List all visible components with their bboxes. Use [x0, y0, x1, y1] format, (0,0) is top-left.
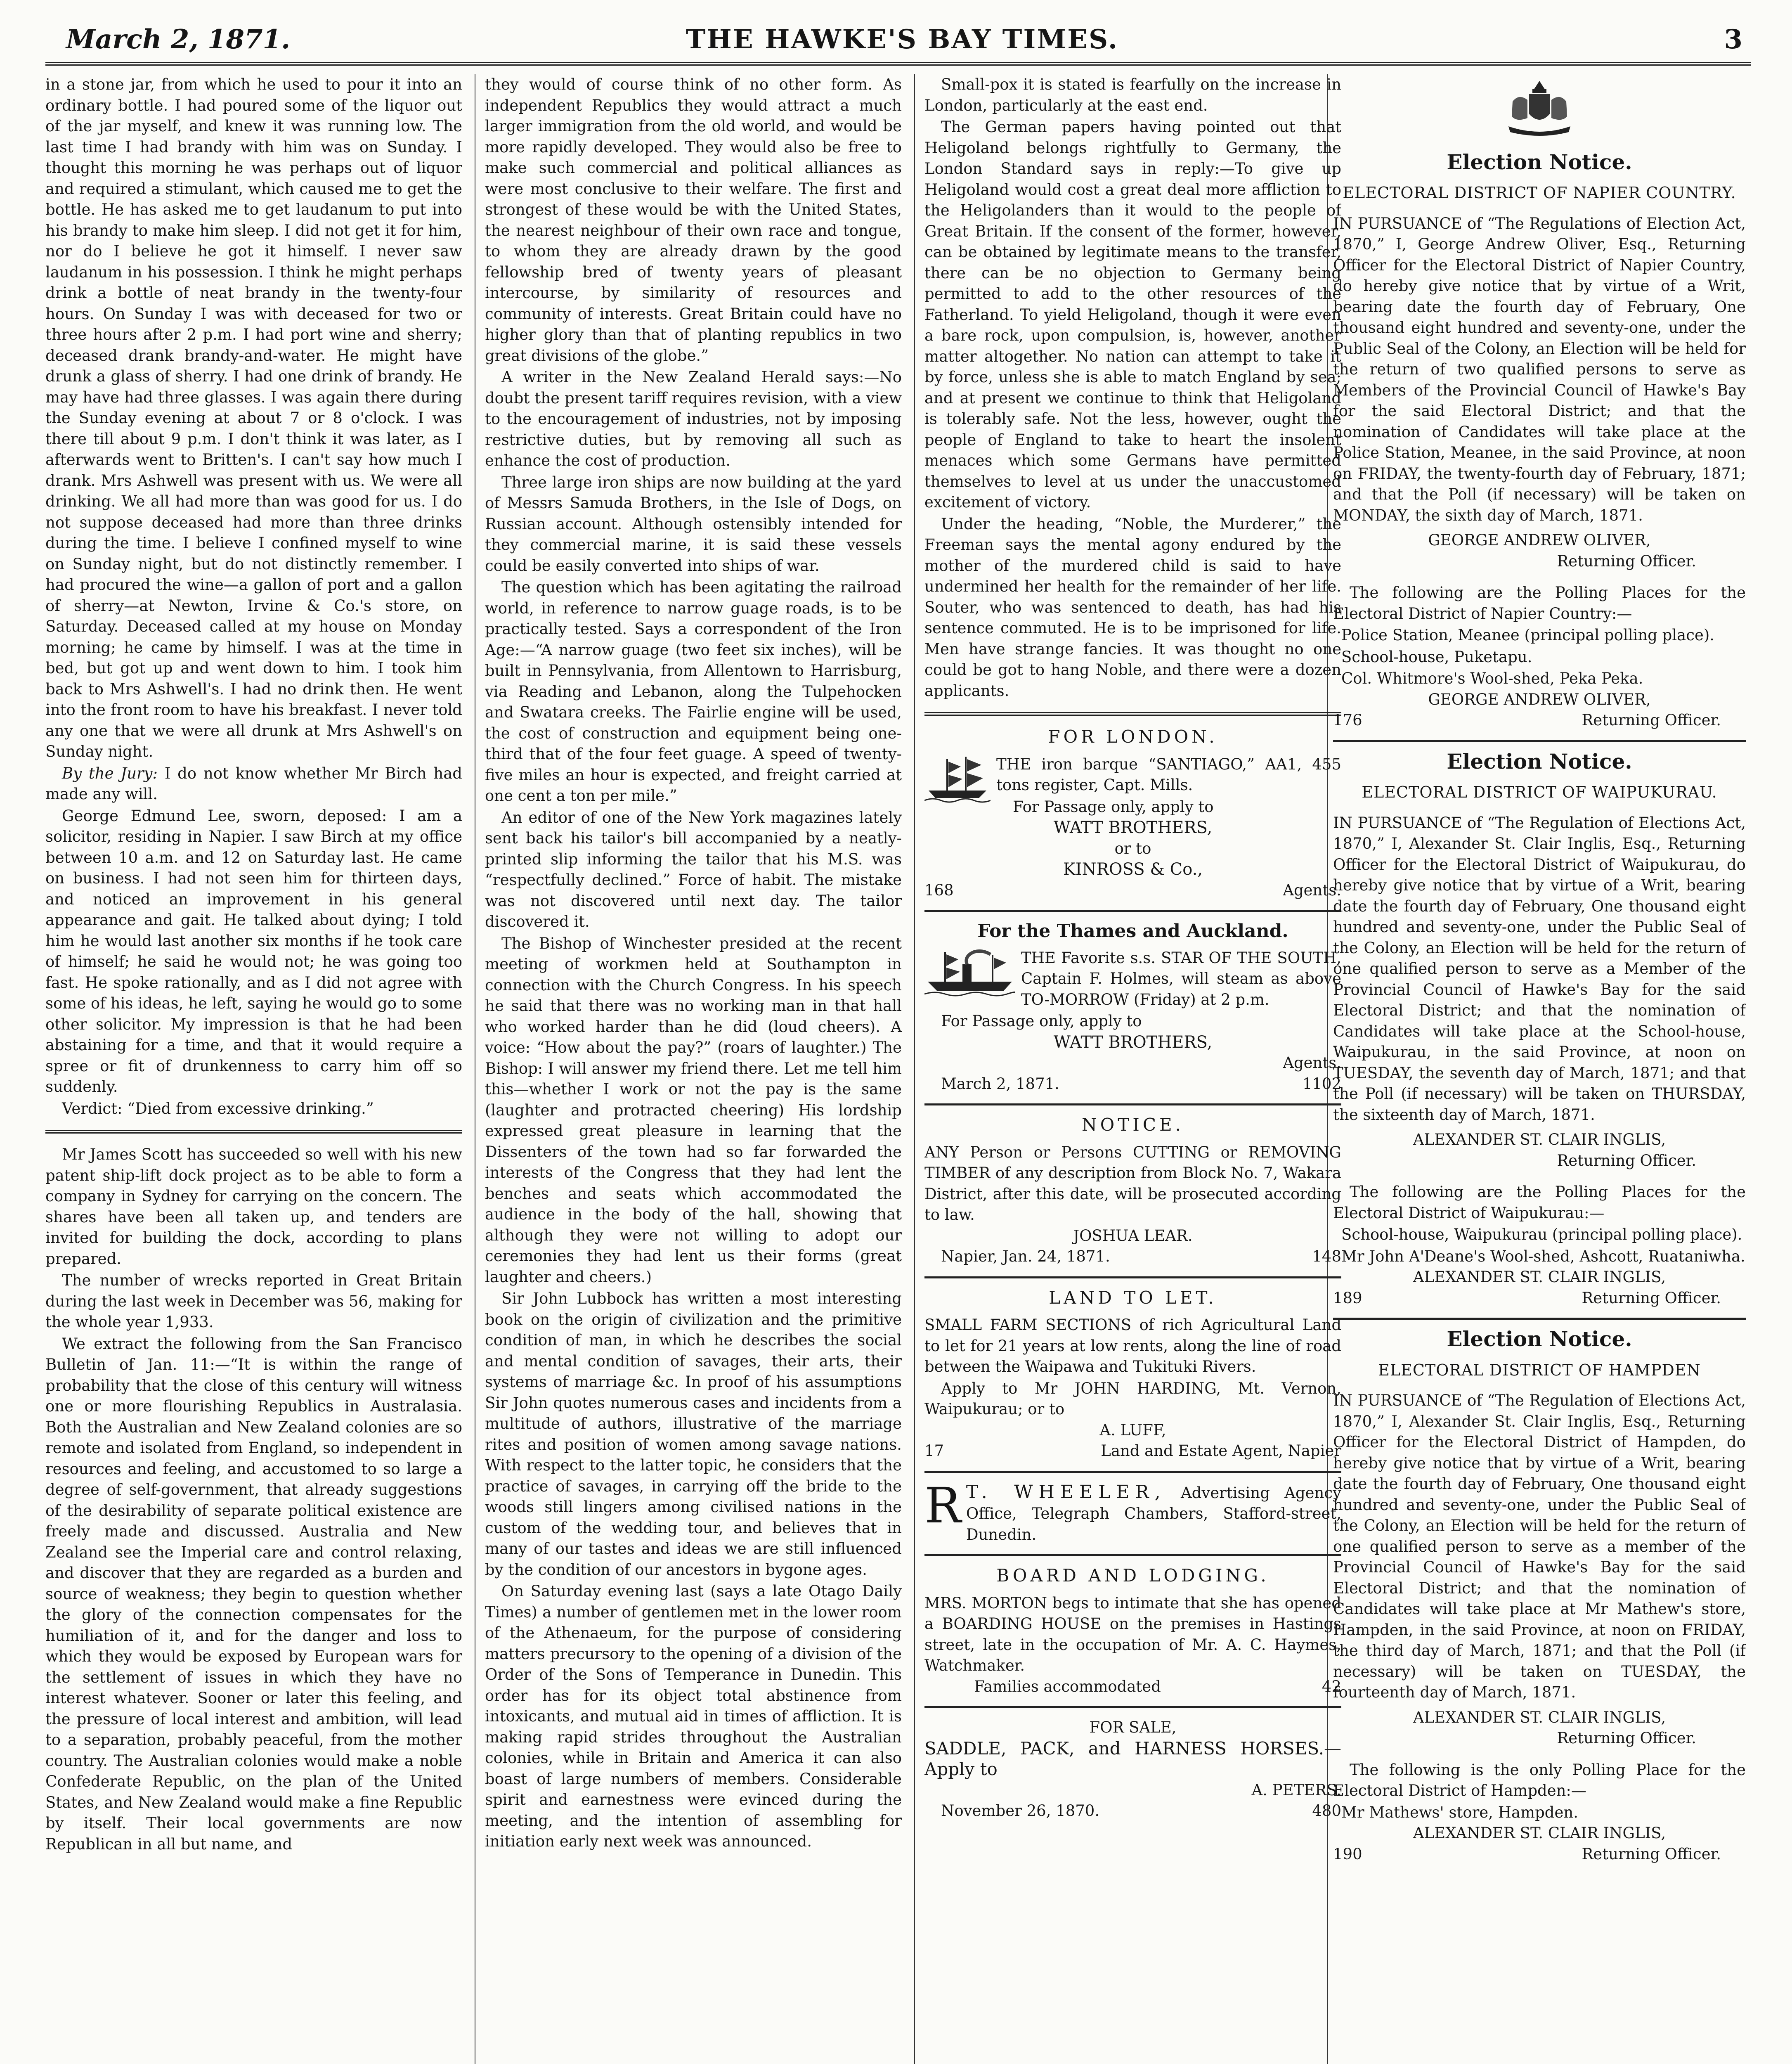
ad-number: 42: [1322, 1677, 1341, 1695]
page-number: 3: [1724, 24, 1742, 55]
verdict: Verdict: “Died from excessive drinking.”: [62, 1099, 374, 1117]
ad-rule: [924, 1471, 1341, 1473]
notice-signer: GEORGE ANDREW OLIVER,: [1428, 690, 1651, 708]
issue-date: March 2, 1871.: [66, 24, 291, 55]
ad-board-lodging: [924, 1565, 1341, 1697]
polling-place: Police Station, Meanee (principal polling place).: [1341, 626, 1715, 644]
notice-number: 176: [1333, 711, 1362, 729]
article-paragraph: A writer in the New Zealand Herald says:—No doubt the present tariff requires revision, with a view to the encouragement of industries, not by imposing restrictive duties, but by removing all such as enhance the cost of production.: [485, 368, 902, 469]
article-paragraph: Under the heading, “Noble, the Murderer,” the Freeman says the mental agony endured by the mother of the murdered child is said to have undermined her health for the remainder of her life. Souter, who was sentenced to death, has had his sentence commuted. He is to be imprisoned for life. Men have strange fancies. It was thought no one could be got to hang Noble, and there were a dozen applicants.: [924, 515, 1341, 700]
royal-coat-of-arms-icon: [1333, 77, 1746, 144]
ad-notice: [924, 1115, 1341, 1267]
steamship-icon: [924, 948, 1015, 1003]
column-1: [45, 74, 462, 2064]
section-rule: [924, 712, 1341, 716]
ad-name: T. WHEELER,: [966, 1481, 1166, 1503]
polling-place: School-house, Puketapu.: [1341, 648, 1532, 666]
election-notice-hampden: [1333, 1329, 1746, 1865]
ad-rule: [924, 1103, 1341, 1105]
article-paragraph: The Bishop of Winchester presided at the recent meeting of workmen held at Southampton in connection with the Church Congress. In his speech he said that there was no working man in that hall who worked harder than he did (loud cheers). A voice: “How about the pay?” (roars of laughter.) The Bishop: I will answer my friend there. Let me tell him this—whether I work or not the pay is the same (laughter and protracted cheering) His lordship expressed great pleasure in learning that the Dissenters of the town had so far forwarded the interests of the Congress that they had lent the benches and seats which accommodated the audience in the body of the hall, showing that although they were not willing to adopt our ceremonies they had lent us their forms (great laughter and cheers.): [485, 934, 902, 1286]
ad-body: ANY Person or Persons CUTTING or REMOVING TIMBER of any description from Block No. 7, Wakara District, after this date, will be prosecuted according to law.: [924, 1143, 1341, 1224]
ad-date: Napier, Jan. 24, 1871.: [941, 1247, 1110, 1265]
ad-body: Advertising Agency Office, Telegraph Chambers, Stafford-street, Dunedin.: [966, 1484, 1341, 1543]
notice-role: Returning Officer.: [1557, 1729, 1696, 1747]
ad-body: MRS. MORTON begs to intimate that she has opened a BOARDING HOUSE on the premises in Hastings street, late in the occupation of Mr. A. C. Haymes, Watchmaker.: [924, 1594, 1341, 1674]
ad-title: For the Thames and Auckland.: [977, 921, 1288, 942]
ad-rule: [924, 1276, 1341, 1278]
drop-letter: R: [924, 1477, 961, 1534]
ad-number: 148: [1312, 1247, 1341, 1265]
masthead-rule: [45, 62, 1751, 66]
ad-body: THE Favorite s.s. STAR OF THE SOUTH, Captain F. Holmes, will steam as above TO-MORROW (Friday) at 2 p.m.: [1021, 949, 1341, 1008]
ad-apply: Apply to Mr JOHN HARDING, Mt. Vernon, Waipukurau; or to: [924, 1379, 1341, 1418]
notice-signer: ALEXANDER ST. CLAIR INGLIS,: [1413, 1131, 1666, 1148]
notice-signer: ALEXANDER ST. CLAIR INGLIS,: [1413, 1708, 1666, 1726]
article-paragraph: they would of course think of no other form. As independent Republics they would attract a much larger immigration from the old world, and would be more rapidly developed. They would also be free to make such commercial and political alliances as were most conclusive to their welfare. The first and strongest of these would be with the United States, the nearest neighbour of their own race and tongue, to whom they are already drawn by the good fellowship bred of twenty years of pleasant intercourse, by similarity of resources and community of interests. Great Britain could have no higher glory than that of planting republics in two great divisions of the globe.”: [485, 76, 902, 365]
notice-title: Election Notice.: [1447, 1327, 1632, 1351]
ad-for-london: [924, 727, 1341, 901]
notice-rule: [1333, 1318, 1746, 1320]
notice-number: 189: [1333, 1289, 1362, 1307]
notice-role: Returning Officer.: [1557, 552, 1696, 570]
ad-rule: [924, 910, 1341, 912]
notice-role: Returning Officer.: [1582, 711, 1721, 729]
ad-firm: KINROSS & Co.,: [1063, 860, 1203, 879]
ad-signer: A. PETERS.: [1251, 1781, 1341, 1799]
ad-date: November 26, 1870.: [941, 1802, 1100, 1820]
article-paragraph: The number of wrecks reported in Great Britain during the last week in December was 56, making for the whole year 1,933.: [45, 1271, 462, 1331]
ad-firm: WATT BROTHERS,: [1053, 818, 1213, 837]
article-paragraph: in a stone jar, from which he used to pour it into an ordinary bottle. I had poured some of the liquor out of the jar myself, and knew it was running low. The last time I had brandy with him was on Sunday. I thought this morning he was perhaps out of liquor and required a stimulant, which caused me to get the bottle. He has asked me to get laudanum to put into his brandy to make him sleep. I did not get it for him, nor do I believe he got it himself. I never saw laudanum in his possession. I think he might perhaps drink a bottle of neat brandy in the twenty-four hours. On Sunday I was with deceased for two or three hours after 2 p.m. I had port wine and sherry; deceased drank brandy-and-water. He might have drunk a glass of sherry. I had one drink of brandy. He may have had three glasses. I was again there during the Sunday evening at about 7 or 8 o'clock. I was there till about 9 p.m. I don't think it was later, as I afterwards went to Britten's. I can't say how much I drank. Mrs Ashwell was present with us. We were all drinking. We all had more than was good for us. I do not suppose deceased had more than three drinks during the time. I believe I confined myself to wine on Sunday night, but do not distinctly remember. I had procured the wine—a gallon of port and a gallon of sherry—at Newton, Irvine & Co.'s store, on Saturday. Deceased called at my house on Monday morning; he came by himself. I was at the time in bed, but got up and went down to him. I took him back to Mrs Ashwell's. I had no drink then. He went into the front room to have his breakfast. I never told any one that we were all drunk at Mrs Ashwell's on Sunday night.: [45, 76, 462, 760]
notice-role: Returning Officer.: [1582, 1289, 1721, 1307]
ad-title: BOARD AND LODGING.: [996, 1565, 1270, 1586]
notice-role: Returning Officer.: [1582, 1845, 1721, 1863]
article-paragraph: Three large iron ships are now building at the yard of Messrs Samuda Brothers, in the Isle of Dogs, on Russian account. Although ostensibly intended for they commercial marine, it is said these vessels could be easily converted into ships of war.: [485, 473, 902, 575]
ad-rule: [924, 1706, 1341, 1708]
ad-firm: WATT BROTHERS,: [1053, 1032, 1213, 1052]
polling-place: Mr John A'Deane's Wool-shed, Ashcott, Ruataniwha.: [1341, 1247, 1745, 1265]
notice-role: Returning Officer.: [1557, 1151, 1696, 1169]
notice-body: IN PURSUANCE of “The Regulation of Elections Act, 1870,” I, Alexander St. Clair Inglis, Esq., Returning Officer for the Electoral District of Waipukurau, do hereby give notice that by virtue of a Writ, bearing date the fourth day of February, One thousand eight hundred and seventy-one, under the Public Seal of the Colony, an Election will be held for the return of one qualified person to serve as a Member of the Provincial Council of Hawke's Bay for the said Electoral District; and that the nomination of Candidates will take place at the School-house, Waipukurau, in the said Province, at noon on TUESDAY, the seventh day of March, 1871; and that the Poll (if necessary) will be taken on THURSDAY, the sixteenth day of March, 1871.: [1333, 814, 1746, 1124]
ad-title: NOTICE.: [1082, 1115, 1184, 1135]
ad-wheeler: [924, 1477, 1341, 1546]
column-4: [1333, 74, 1746, 2064]
notice-title: Election Notice.: [1447, 749, 1632, 774]
column-rule: [914, 74, 915, 2064]
ad-body: THE iron barque “SANTIAGO,” AA1, 455 tons register, Capt. Mills.: [996, 755, 1341, 794]
ad-passage: For Passage only, apply to: [1013, 798, 1214, 816]
ad-thames-auckland: [924, 921, 1341, 1094]
notice-rule: [1333, 740, 1746, 742]
notice-body: IN PURSUANCE of “The Regulation of Elections Act, 1870,” I, Alexander St. Clair Inglis, Esq., Returning Officer for the Electoral District of Hampden, do hereby give notice that by virtue of a Writ, bearing date the fourth day of February, One thousand eight hundred and seventy-one, under the Public Seal of the Colony, an Election will be held for the return of one qualified person to serve as a member of the Provincial Council of Hawke's Bay for the said Electoral District; and that the nomination of Candidates will take place at Mr Mathew's store, Hampden, in the said Province, at noon on FRIDAY, the third day of March, 1871; and that the Poll (if necessary) will be taken on TUESDAY, the fourteenth day of March, 1871.: [1333, 1392, 1746, 1701]
notice-subtitle: ELECTORAL DISTRICT OF NAPIER COUNTRY.: [1343, 184, 1736, 202]
polling-place: Mr Mathews' store, Hampden.: [1341, 1803, 1578, 1821]
masthead: [58, 17, 1747, 62]
article-paragraph: The German papers having pointed out that Heligoland belongs rightfully to Germany, the London Standard says in reply:—To give up Heligoland would cost a great deal more affliction to the Heligolanders than it would to the people of Great Britain. If the consent of the former, however, can be obtained by legitimate means to the transfer, there can be no objection to Germany being permitted to add to the other resources of the Fatherland. To yield Heligoland, though it were even a bare rock, upon compulsion, is, however, another matter altogether. No nation can attempt to take it by force, unless she is able to match England by sea; and at present we continue to think that Heligoland is tolerably safe. Not the less, however, ought the people of England to take to heart the insolent menaces which some Germans have permitted themselves to level at us under the unaccustomed excitement of victory.: [924, 118, 1341, 511]
ad-title: LAND TO LET.: [1049, 1287, 1217, 1308]
ad-body: SMALL FARM SECTIONS of rich Agricultural Land to let for 21 years at low rents, along the line of road between the Waipawa and Tukituki Rivers.: [924, 1316, 1341, 1375]
newspaper-title: THE HAWKE'S BAY TIMES.: [686, 24, 1119, 55]
polling-place: Col. Whitmore's Wool-shed, Peka Peka.: [1341, 670, 1643, 687]
ad-body: SADDLE, PACK, and HARNESS HORSES.—Apply to: [924, 1738, 1341, 1779]
ad-for-sale: [924, 1717, 1341, 1822]
ad-passage: For Passage only, apply to: [941, 1012, 1142, 1030]
article-paragraph: Sir John Lubbock has written a most interesting book on the origin of civilization and the primitive condition of man, in which he describes the social and mental condition of savages, their arts, their systems of marriage &c. In proof of his assumptions Sir John quotes numerous cases and incidents from a multitude of authors, illustrative of the marriage rites and position of women among savage nations. With respect to the latter topic, he considers that the practice of savages, in carrying off the bride to the woods still lingers among civilised nations in the custom of the wedding tour, and believes that in many of our tastes and ideas we are still influenced by the condition of our ancestors in bygone ages.: [485, 1290, 902, 1579]
election-notice-napier: [1333, 149, 1746, 731]
section-rule: [45, 1130, 462, 1134]
ad-agents: Agents.: [1283, 1054, 1341, 1072]
notice-signer: GEORGE ANDREW OLIVER,: [1428, 531, 1651, 549]
poll-intro: The following are the Polling Places for the Electoral District of Napier Country:—: [1333, 584, 1746, 623]
notice-subtitle: ELECTORAL DISTRICT OF WAIPUKURAU.: [1362, 783, 1717, 801]
ad-date: March 2, 1871.: [941, 1075, 1059, 1093]
ad-number: 17: [924, 1442, 944, 1460]
ad-signer: A. LUFF,: [1099, 1421, 1166, 1439]
ship-icon: [924, 754, 991, 810]
ad-signer: JOSHUA LEAR.: [1073, 1226, 1193, 1245]
poll-intro: The following are the Polling Places for the Electoral District of Waipukurau:—: [1333, 1183, 1746, 1222]
election-notice-waipukurau: [1333, 751, 1746, 1309]
polling-place: School-house, Waipukurau (principal polling place).: [1341, 1226, 1742, 1243]
ad-title: FOR LONDON.: [1048, 727, 1218, 747]
jury-text: I do not know whether Mr Birch had made any will.: [45, 764, 462, 803]
notice-title: Election Notice.: [1447, 149, 1632, 174]
ad-role: Land and Estate Agent, Napier: [1101, 1442, 1341, 1460]
article-paragraph: Small-pox it is stated is fearfully on the increase in London, particularly at the east end.: [924, 76, 1341, 114]
ad-number: 1102: [1302, 1075, 1341, 1093]
notice-subtitle: ELECTORAL DISTRICT OF HAMPDEN: [1378, 1361, 1701, 1379]
notice-body: IN PURSUANCE of “The Regulations of Election Act, 1870,” I, George Andrew Oliver, Esq., Returning Officer for the Electoral District of Napier Country, do hereby give notice that by virtue of a Writ, bearing date the fourth day of February, One thousand eight hundred and seventy-one, under the Public Seal of the Colony, an Election will be held for the return of two qualified persons to serve as Members of the Provincial Council of Hawke's Bay for the said Electoral District; and that the nomination of Candidates will take place at the Police Station, Meanee, in the said Province, at noon on FRIDAY, the twenty-fourth day of February, 1871; and that the Poll (if necessary) will be taken on MONDAY, the sixth day of March, 1871.: [1333, 214, 1746, 524]
ad-footer: Families accommodated: [974, 1677, 1161, 1695]
article-paragraph: On Saturday evening last (says a late Otago Daily Times) a number of gentlemen met in the lower room of the Athenaeum, for the purpose of considering matters precursory to the opening of a division of the Order of the Sons of Temperance in Dunedin. This order has for its object total abstinence from intoxicants, and mutual aid in times of affliction. It is making rapid strides throughout the Australian colonies, while in Britain and America it can also boast of large numbers of members. Considerable spirit and earnestness were evinced during the meeting, and the intention of assembling for initiation early next week was announced.: [485, 1582, 902, 1850]
notice-signer: ALEXANDER ST. CLAIR INGLIS,: [1413, 1824, 1666, 1842]
article-paragraph: George Edmund Lee, sworn, deposed: I am a solicitor, residing in Napier. I saw Birch at my office between 10 a.m. and 12 on Saturday last. He came on business. I had not seen him for thirteen days, and noticed an improvement in his general appearance and gait. He talked about dying; I told him he would last another six months if he took care of himself; he said he would not; he was going too fast. He spoke rationally, and as I did not agree with some of his ideas, he left, saying he would go to some other solicitor. My impression is that he had been abstaining for a time, and that it would require a spree or fit of drunkenness to carry him off so suddenly.: [45, 807, 462, 1096]
notice-signer: ALEXANDER ST. CLAIR INGLIS,: [1413, 1268, 1666, 1286]
article-paragraph: Mr James Scott has succeeded so well with his new patent ship-lift dock project as to be able to form a company in Sydney for carrying on the concern. The shares have been all taken up, and tenders are invited for building the dock, according to plans prepared.: [45, 1146, 462, 1268]
jury-label: By the Jury:: [62, 764, 158, 782]
column-3: [924, 74, 1341, 2064]
ad-land-to-let: [924, 1288, 1341, 1462]
notice-number: 190: [1333, 1845, 1362, 1863]
ad-agents: Agents.: [1283, 881, 1341, 899]
ad-or: or to: [1114, 839, 1151, 857]
poll-intro: The following is the only Polling Place for the Electoral District of Hampden:—: [1333, 1761, 1746, 1799]
ad-number: 168: [924, 881, 954, 899]
article-paragraph: An editor of one of the New York magazines lately sent back his tailor's bill accompanied by a neatly-printed slip informing the tailor that his M.S. was “respectfully declined.” Force of habit. The mistake was not discovered until next day. The tailor discovered it.: [485, 808, 902, 930]
article-paragraph: We extract the following from the San Francisco Bulletin of Jan. 11:—“It is within the range of probability that the close of this century will witness one or more flourishing Republics in Australasia. Both the Australian and New Zealand colonies are so remote and isolated from England, so independent in resources and feeling, and accustomed to so large a degree of self-government, that already suggestions of the desirability of separate political existence are freely made and discussed. Australia and New Zealand see the Imperial care and control relaxing, and discover that they are regarded as a burden and source of weakness; they begin to question whether the glory of the connection compensates for the humiliation of it, and for the danger and loss to which they would be exposed by European wars for the settlement of issues in which they have no interest whatever. Sooner or later this feeling, and the pressure of local interest and ambition, will lead to a separation, probably peaceful, from the mother country. The Australian colonies would make a noble Confederate Republic, on the plan of the United States, and New Zealand would make a fine Republic by itself. Their local governments are now Republican in all but name, and: [45, 1335, 462, 1853]
ad-number: 480: [1312, 1802, 1341, 1820]
column-2: [485, 74, 902, 2064]
article-paragraph: The question which has been agitating the railroad world, in reference to narrow guage roads, is to be practically tested. Says a correspondent of the Iron Age:—“A narrow guage (two feet six inches), will be built in Pennsylvania, from Allentown to Harrisburg, via Reading and Lebanon, along the Tulpehocken and Swatara creeks. The Fairlie engine will be used, the cost of construction and equipment being one-third that of the four feet guage. A speed of twenty-five miles an hour is expected, and freight carried at one cent a ton per mile.”: [485, 578, 902, 805]
ad-rule: [924, 1554, 1341, 1556]
ad-title: FOR SALE,: [1089, 1718, 1177, 1736]
jury-paragraph: [45, 763, 462, 805]
